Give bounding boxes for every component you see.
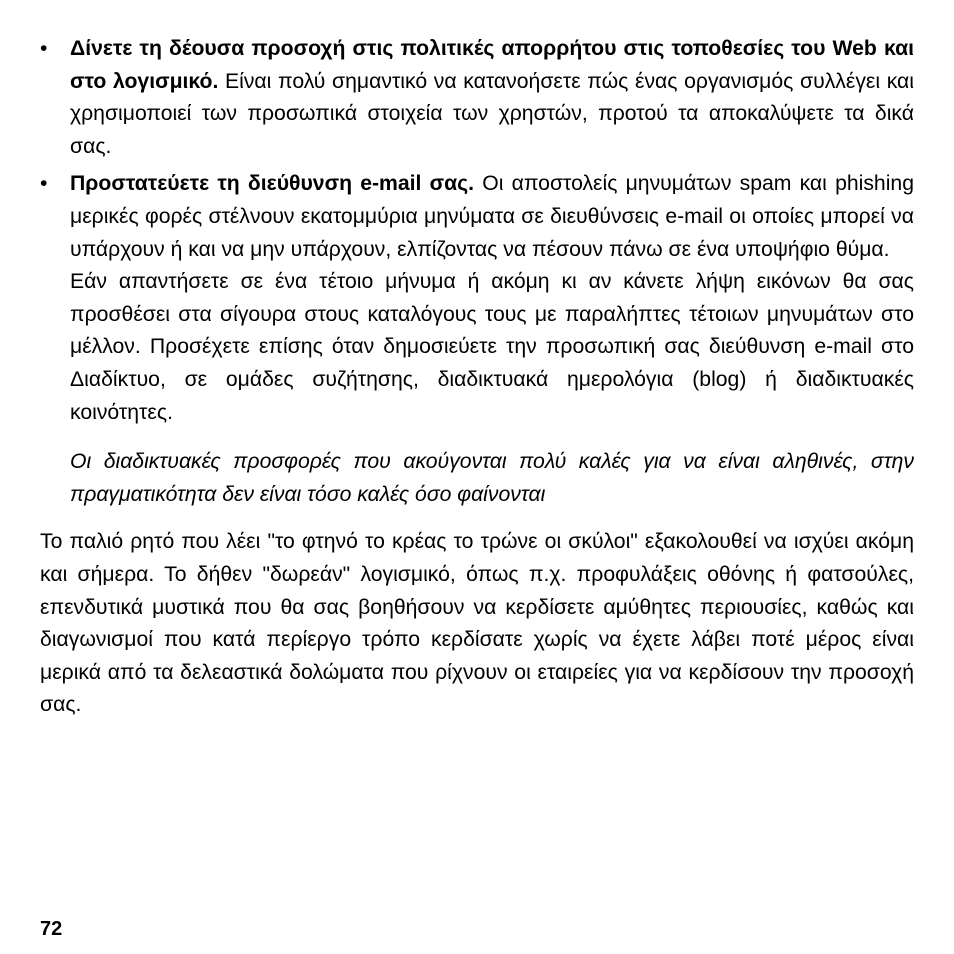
bullet-paragraph: [70, 168, 914, 266]
document-page: [40, 33, 914, 722]
body-paragraph: Το παλιό ρητό που λέει "το φτηνό το κρέας το τρώνε οι σκύλοι" εξακολουθεί να ισχύει ακόμη και σήμερα. Το δήθεν "δωρεάν" λογισμικό, όπως π.χ. προφυλάξεις οθόνης ή φατσούλες, επενδυτικά μυστικά που θα σας βοηθήσουν να κερδίσετε αμύθητες περιουσίες, καθώς και διαγωνισμοί που κατά περίεργο τρόπο κερδίσατε χωρίς να έχετε λάβει ποτέ μέρος είναι μερικά από τα δελεαστικά δολώματα που ρίχνουν οι εταιρείες για να κερδίσουν την προσοχή σας.: [40, 530, 914, 717]
bullet-lead-text: Προστατεύετε τη διεύθυνση e-mail σας.: [70, 172, 475, 196]
bullet-body-text: Είναι πολύ σημαντικό να κατανοήσετε πώς ένας οργανισμός συλλέγει και χρησιμοποιεί των προσωπικά στοιχεία των χρηστών, προτού τα αποκαλύψετε τα δικά σας.: [70, 69, 914, 158]
bullet-mark: •: [40, 37, 48, 60]
bullet-item-protect-email: [40, 168, 914, 429]
bullet-body-text: Οι αποστολείς μηνυμάτων spam και phishing μερικές φορές στέλνουν εκατομμύρια μηνύματα σε διευθύνσεις e-mail οι οποίες μπορεί να υπάρχουν ή και να μην υπάρχουν, ελπίζοντας να πέσουν πάνω σε ένα υποψήφιο θύμα.: [70, 172, 914, 261]
bullet-paragraph: [70, 33, 914, 163]
bullet-mark: •: [40, 172, 48, 196]
bullet-item-privacy-policies: [40, 33, 914, 163]
bullet-continuation-paragraph: Εάν απαντήσετε σε ένα τέτοιο μήνυμα ή ακόμη κι αν κάνετε λήψη εικόνων θα σας προσθέσει στα σίγουρα στους καταλόγους τους με παραλήπτες τέτοιων μηνυμάτων στο μέλλον. Προσέχετε επίσης όταν δημοσιεύετε την προσωπική σας διεύθυνση e-mail στο Διαδίκτυο, σε ομάδες συζήτησης, διαδικτυακά ημερολόγια (blog) ή διαδικτυακές κοινότητες.: [70, 270, 914, 424]
bullet-lead-text: Δίνετε τη δέουσα προσοχή στις πολιτικές απορρήτου στις τοποθεσίες του Web και στο λογισμικό.: [70, 37, 914, 93]
section-subheading: Οι διαδικτυακές προσφορές που ακούγονται πολύ καλές για να είναι αληθινές, στην πραγματικότητα δεν είναι τόσο καλές όσο φαίνονται: [70, 450, 914, 506]
page-number: 72: [40, 918, 63, 940]
